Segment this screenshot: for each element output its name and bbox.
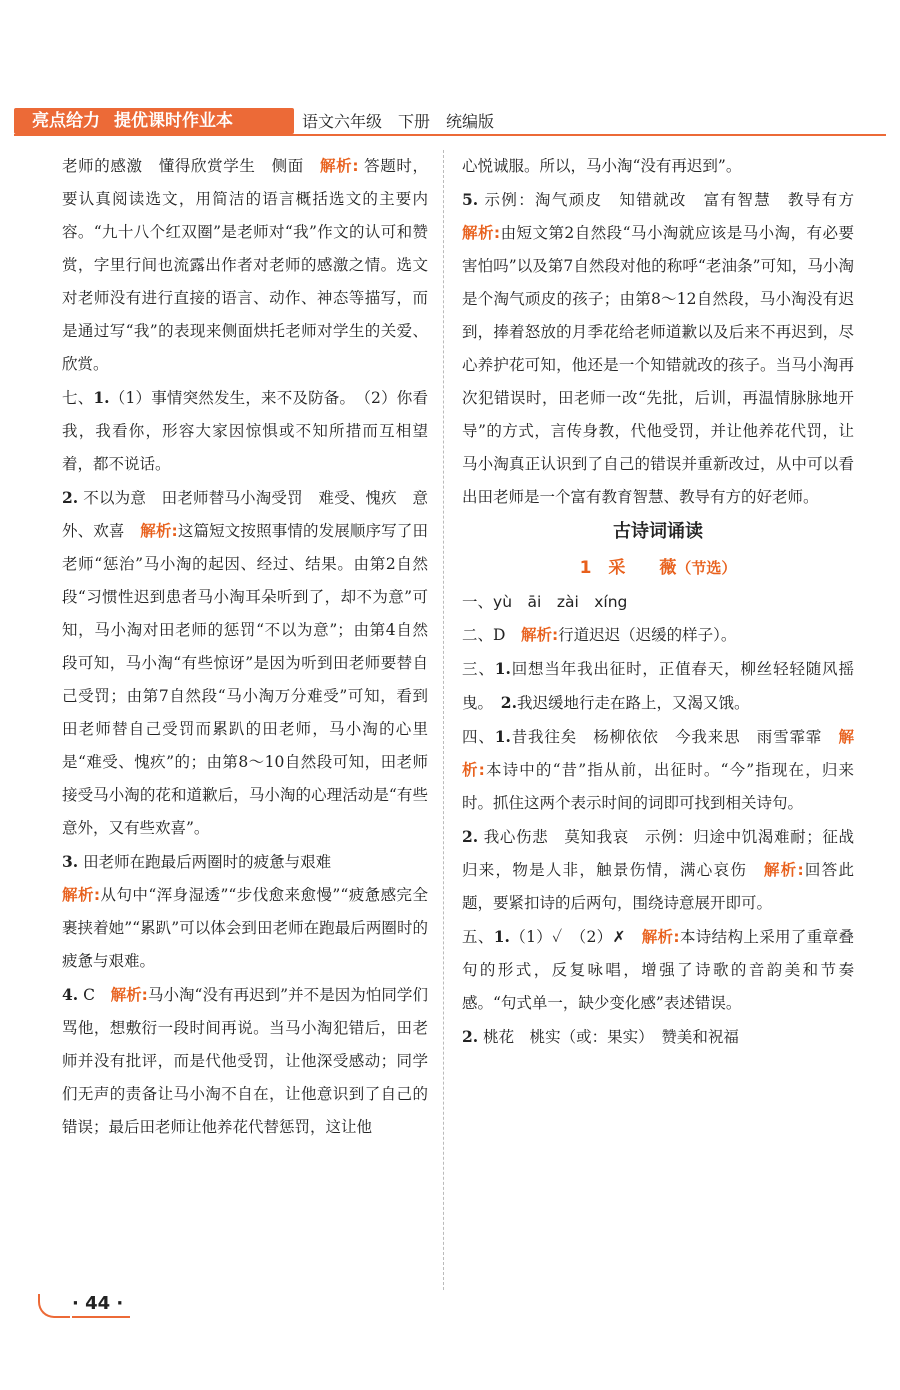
series-name: 亮点给力 [32, 111, 100, 131]
section-label: 四、 [462, 728, 495, 746]
answer-text: （1）事情突然发生，来不及防备。 （2）你看我，我看你，形容大家因惊惧或不知所措而互相望着，都不说话。 [62, 389, 428, 473]
answer-text: 昔我往矣 杨柳依依 今我来思 雨雪霏霏 [510, 728, 839, 746]
analysis-label: 解析 [62, 886, 94, 904]
analysis-label: 解析 [110, 986, 142, 1004]
answer-text: （1）✓ （2）✗ [509, 928, 642, 946]
question-7-1 [62, 381, 428, 481]
page-number-ornament [38, 1294, 70, 1318]
edition: 统编版 [446, 112, 495, 131]
question-4-1: 四、1.昔我往矣 杨柳依依 今我来思 雨雪霏霏 解析:本诗中的“昔”指从前，出征时。“今”指现在，归来时。抓住这两个表示时间的词即可找到相关诗句。 [462, 727, 854, 812]
section-label: 三、 [462, 660, 495, 678]
volume: 下册 [398, 112, 431, 131]
column-divider [443, 150, 444, 1290]
page-number-rule [72, 1316, 130, 1318]
analysis-text: 行道迟迟（迟缓的样子）。 [558, 626, 737, 644]
analysis-text: 回答此题，要紧扣诗的后两句，围绕诗意展开即可。 [462, 861, 854, 912]
lesson-name: 1 采 薇 [579, 558, 677, 578]
continued-text [462, 150, 854, 183]
answer-text: D [493, 626, 521, 644]
analysis-label: 解析 [462, 224, 494, 242]
header-rule [14, 134, 886, 136]
question-7-3: 3. 田老师在跑最后两圈时的疲惫与艰难 解析:从句中“浑身湿透”“步伐愈来愈慢”“疲惫感完全裹挟着她”“累趴”可以体会到田老师在跑最后两圈时的疲惫与艰难。 [62, 852, 428, 970]
analysis-label: 解析 [462, 728, 854, 779]
analysis-label: 解析 [641, 928, 674, 946]
analysis-text: 本诗中的“昔”指从前，出征时。“今”指现在，归来时。抓住这两个表示时间的词即可找到相关诗句。 [462, 761, 854, 812]
question-5-2 [462, 1020, 854, 1054]
left-column [62, 150, 428, 1144]
question-number: 1. [93, 388, 110, 407]
question-number: 2. [462, 827, 479, 846]
answer-text: 老师的感激 懂得欣赏学生 侧面 [62, 157, 321, 175]
answer-text: C [83, 986, 111, 1004]
analysis-text: 答题时，要认真阅读选文，用简洁的语言概括选文的主要内容。“九十八个红双圈”是老师对“我”作文的认可和赞赏，字里行间也流露出作者对老师的感激之情。选文对老师没有进行直接的语言、动作、神态等描写，而是通过写“我”的表现来侧面烘托老师对学生的关爱、欣赏。 [62, 157, 428, 373]
question-2: 二、D 解析:行道迟迟（迟缓的样子）。 [462, 626, 737, 644]
answer-block: 老师的感激 懂得欣赏学生 侧面 解析: 答题时，要认真阅读选文，用简洁的语言概括选文的主要内容。“九十八个红双圈”是老师对“我”作文的认可和赞赏，字里行间也流露出作者对老师的感激之情。选文对老师没有进行直接的语言、动作、神态等描写，而是通过写“我”的表现来侧面烘托老师对学生的关爱、欣赏。 [62, 157, 428, 373]
section-title: 古诗词诵读 [613, 521, 703, 542]
answer-text: 示例：淘气顽皮 知错就改 富有智慧 教导有方 [484, 191, 870, 209]
subject-grade: 语文六年级 [302, 112, 383, 131]
question-number: 2. [62, 488, 79, 507]
analysis-text: 从句中“浑身湿透”“步伐愈来愈慢”“疲惫感完全裹挟着她”“累趴”可以体会到田老师在跑最后两圈时的疲惫与艰难。 [62, 886, 428, 970]
lesson-note: （节选） [676, 559, 737, 577]
analysis-text: 本诗结构上采用了重章叠句的形式，反复咏唱，增强了诗歌的音韵美和节奏感。“句式单一，缺少变化感”表述错误。 [462, 928, 854, 1012]
analysis-label: 解析 [320, 157, 353, 175]
question-7-4: 4. C 解析:马小淘“没有再迟到”并不是因为怕同学们骂他，想敷衍一段时间再说。当马小淘犯错后，田老师并没有批评，而是代他受罚，让他深受感动；同学们无声的责备让马小淘不自在，让他意识到了自己的错误；最后田老师让他养花代替惩罚，这让他 [62, 985, 428, 1136]
book-info [302, 110, 510, 134]
right-column [462, 150, 870, 1054]
answer-text: 田老师在跑最后两圈时的疲惫与艰难 [83, 853, 332, 871]
question-7-2: 2. 不以为意 田老师替马小淘受罚 难受、愧疚 意外、欢喜 解析:这篇短文按照事情的发展顺序写了田老师“惩治”马小淘的起因、经过、结果。由第2自然段“习惯性迟到患者马小淘耳朵听到了，却不为意”可知，马小淘对田老师的惩罚“不以为意”；由第4自然段可知，马小淘“有些惊讶”是因为听到田老师要替自己受罚；由第7自然段“马小淘万分难受”可知，看到田老师替自己受罚而累趴的田老师，马小淘的心里是“难受、愧疚”的；由第8～10自然段可知，田老师接受马小淘的花和道歉后，马小淘的心理活动是“有些意外，又有些欢喜”。 [62, 488, 428, 837]
question-number: 5. [462, 190, 479, 209]
analysis-text: 这篇短文按照事情的发展顺序写了田老师“惩治”马小淘的起因、经过、结果。由第2自然段“习惯性迟到患者马小淘耳朵听到了，却不为意”可知，马小淘对田老师的惩罚“不以为意”；由第4自然段可知，马小淘“有些惊讶”是因为听到田老师要替自己受罚；由第7自然段“马小淘万分难受”可知，看到田老师替自己受罚而累趴的田老师，马小淘的心里是“难受、愧疚”的；由第8～10自然段可知，田老师接受马小淘的花和道歉后，马小淘的心理活动是“有些意外，又有些欢喜”。 [62, 522, 428, 837]
pinyin-answer: yù āi zài xíng [493, 593, 628, 611]
page-number-text: · 44 · [72, 1293, 124, 1314]
question-number: 1. [494, 727, 511, 746]
question-number: 2. [500, 693, 517, 712]
question-1 [462, 586, 854, 619]
question-number: 1. [494, 659, 511, 678]
question-number: 2. [462, 1027, 479, 1046]
question-7-5: 5. 示例：淘气顽皮 知错就改 富有智慧 教导有方 解析:由短文第2自然段“马小淘就应该是马小淘，有必要害怕吗”以及第7自然段对他的称呼“老油条”可知，马小淘是个淘气顽皮的孩子；由第8～12自然段，马小淘没有迟到，捧着怒放的月季花给老师道歉以及后来不再迟到，尽心养护花可知，他还是一个知错就改的孩子。当马小淘再次犯错误时，田老师一改“先批，后训，再温情脉脉地开导”的方式，言传身教，代他受罚，并让他养花代罚，让马小淘真正认识到了自己的错误并重新改过，从中可以看出田老师是一个富有教育智慧、教导有方的好老师。 [462, 190, 870, 506]
lesson-title [462, 550, 854, 586]
analysis-text: 由短文第2自然段“马小淘就应该是马小淘，有必要害怕吗”以及第7自然段对他的称呼“老油条”可知，马小淘是个淘气顽皮的孩子；由第8～12自然段，马小淘没有迟到，捧着怒放的月季花给老师道歉以及后来不再迟到，尽心养护花可知，他还是一个知错就改的孩子。当马小淘再次犯错误时，田老师一改“先批，后训，再温情脉脉地开导”的方式，言传身教，代他受罚，并让他养花代罚，让马小淘真正认识到了自己的错误并重新改过，从中可以看出田老师是一个富有教育智慧、教导有方的好老师。 [462, 224, 854, 506]
answer-text: 我迟缓地行走在路上，又渴又饿。 [516, 694, 750, 712]
answer-text: 心悦诚服。所以，马小淘“没有再迟到”。 [462, 157, 742, 175]
book-name: 提优课时作业本 [114, 111, 233, 131]
page-header [14, 104, 886, 138]
section-label: 二、 [462, 626, 494, 644]
question-number: 4. [62, 985, 79, 1004]
answer-text: 桃花 桃实（或：果实） 赞美和祝福 [483, 1028, 739, 1046]
answer-text: 我心伤悲 莫知我哀 示例：归途中饥渴难耐；征战归来，物是人非，触景伤情，满心哀伤 [462, 828, 854, 879]
analysis-label: 解析 [520, 626, 552, 644]
page-number [38, 1290, 130, 1320]
question-5-1: 五、1.（1）✓ （2）✗ 解析:本诗结构上采用了重章叠句的形式，反复咏唱，增强了诗歌的音韵美和节奏感。“句式单一，缺少变化感”表述错误。 [462, 927, 854, 1012]
section-label: 七、 [62, 389, 94, 407]
section-label: 一、 [462, 593, 494, 611]
question-4-2: 2. 我心伤悲 莫知我哀 示例：归途中饥渴难耐；征战归来，物是人非，触景伤情，满心哀伤 解析:回答此题，要紧扣诗的后两句，围绕诗意展开即可。 [462, 827, 854, 912]
analysis-text: 马小淘“没有再迟到”并不是因为怕同学们骂他，想敷衍一段时间再说。当马小淘犯错后，田老师并没有批评，而是代他受罚，让他深受感动；同学们无声的责备让马小淘不自在，让他意识到了自己的错误；最后田老师让他养花代替惩罚，这让他 [62, 986, 428, 1136]
question-number: 3. [62, 852, 79, 871]
question-3 [462, 652, 854, 720]
section-label: 五、 [462, 928, 494, 946]
answer-text: 不以为意 田老师替马小淘受罚 难受、愧疚 意外、欢喜 [62, 489, 428, 540]
answer-text: 回想当年我出征时，正值春天，柳丝轻轻随风摇曳。 [462, 660, 854, 712]
question-number: 1. [493, 927, 510, 946]
series-banner [14, 108, 294, 134]
analysis-label: 解析 [763, 861, 798, 879]
analysis-label: 解析 [140, 522, 172, 540]
